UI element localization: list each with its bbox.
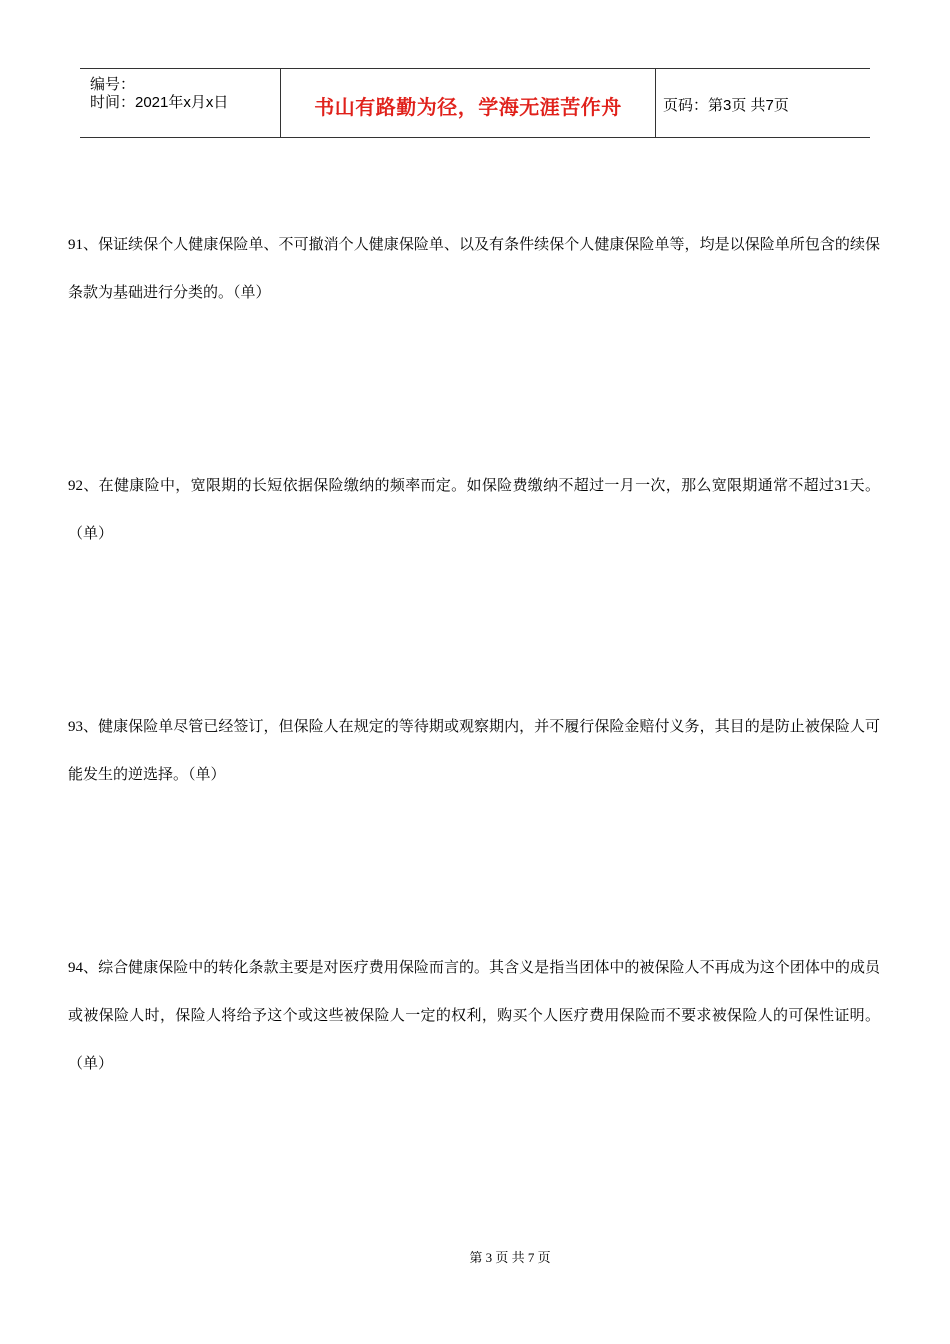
question-91: 91、保证续保个人健康保险单、不可撤消个人健康保险单、以及有条件续保个人健康保险单等，均是以保险单所包含的续保条款为基础进行分类的。（单） bbox=[68, 237, 880, 301]
header-motto: 书山有路勤为径，学海无涯苦作舟 bbox=[314, 95, 622, 119]
page-footer: 第 3 页 共 7 页 bbox=[469, 1250, 551, 1265]
question-92: 92、在健康险中，宽限期的长短依据保险缴纳的频率而定。如保险费缴纳不超过一月一次，那么宽限期通常不超过31天。（单） bbox=[68, 478, 880, 542]
header-motto-cell bbox=[280, 69, 656, 137]
serial-number-label: 编号： bbox=[90, 76, 136, 93]
header-page-code: 页码：第3页 共7页 bbox=[663, 97, 789, 114]
header-meta-cell bbox=[80, 69, 280, 137]
question-93: 93、健康保险单尽管已经签订，但保险人在规定的等待期或观察期内，并不履行保险金赔付义务，其目的是防止被保险人可能发生的逆选择。（单） bbox=[68, 719, 880, 783]
page-header bbox=[80, 68, 870, 138]
date-line: 时间：2021年x月x日 bbox=[90, 94, 229, 111]
question-94: 94、综合健康保险中的转化条款主要是对医疗费用保险而言的。其含义是指当团体中的被保险人不再成为这个团体中的成员或被保险人时，保险人将给予这个或这些被保险人一定的权利，购买个人医疗费用保险而不要求被保险人的可保性证明。（单） bbox=[68, 960, 880, 1072]
header-page-cell bbox=[655, 69, 870, 137]
